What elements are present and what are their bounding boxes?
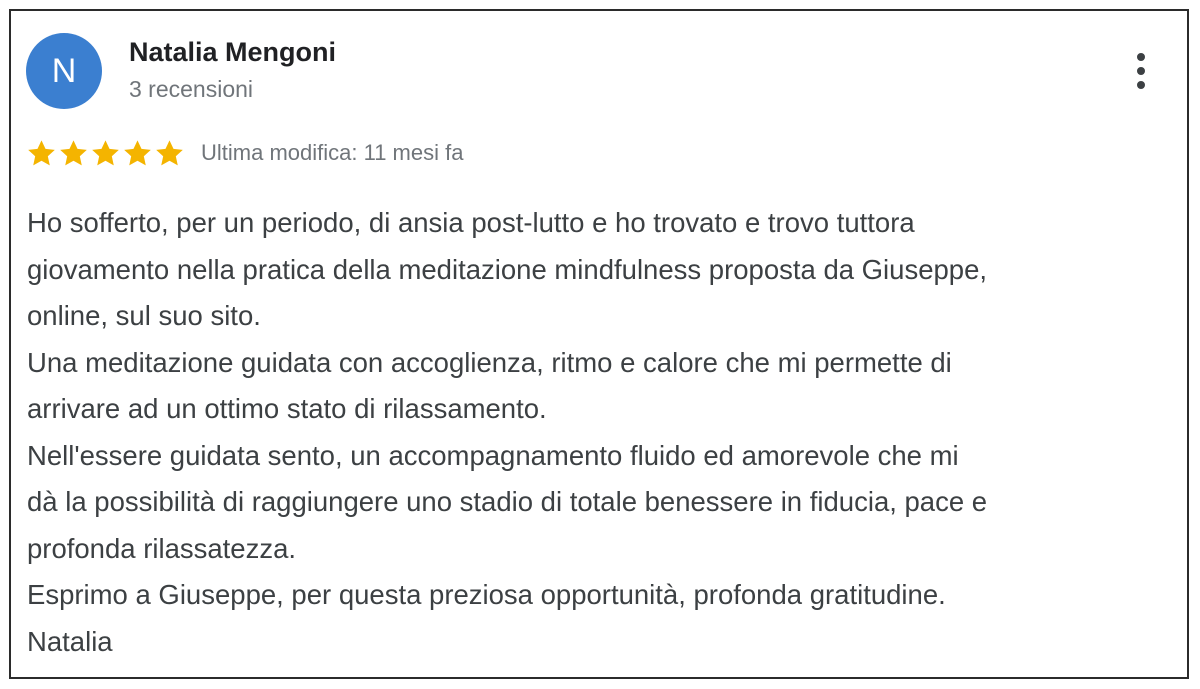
review-count[interactable]: 3 recensioni <box>129 76 254 102</box>
review-text-line: online, sul suo sito. <box>27 300 261 331</box>
review-text-line: Natalia <box>27 625 113 657</box>
star-icon <box>58 138 89 169</box>
review-card <box>9 9 1189 679</box>
more-vertical-icon <box>1137 81 1145 89</box>
star-rating <box>26 138 185 169</box>
review-text-line: Ho sofferto, per un periodo, di ansia post-lutto e ho trovato e trovo tuttora <box>27 207 915 238</box>
star-icon <box>26 138 57 169</box>
review-text-line: dà la possibilità di raggiungere uno stadio di totale benessere in fiducia, pace e <box>27 486 988 517</box>
review-text-line: profonda rilassatezza. <box>27 532 297 564</box>
avatar[interactable]: N <box>26 33 102 109</box>
rating-row <box>26 136 463 170</box>
more-vertical-icon <box>1137 53 1145 61</box>
review-text-line: Una meditazione guidata con accoglienza, ritmo e calore che mi permette di <box>27 346 952 378</box>
edit-timestamp: Ultima modifica: 11 mesi fa <box>201 140 464 165</box>
more-vertical-icon <box>1137 67 1145 75</box>
review-text-line: Esprimo a Giuseppe, per questa preziosa opportunità, profonda gratitudine. <box>27 579 946 610</box>
more-options-button[interactable] <box>1121 49 1161 93</box>
review-text <box>27 200 1177 665</box>
review-text-line: giovamento nella pratica della meditazione mindfulness proposta da Giuseppe, <box>27 253 988 285</box>
star-icon <box>90 138 121 169</box>
star-icon <box>154 138 185 169</box>
reviewer-name[interactable]: Natalia Mengoni <box>129 37 337 67</box>
review-text-line: Nell'essere guidata sento, un accompagnamento fluido ed amorevole che mi <box>27 439 959 471</box>
review-text-line: arrivare ad un ottimo stato di rilassamento. <box>27 393 547 424</box>
star-icon <box>122 138 153 169</box>
